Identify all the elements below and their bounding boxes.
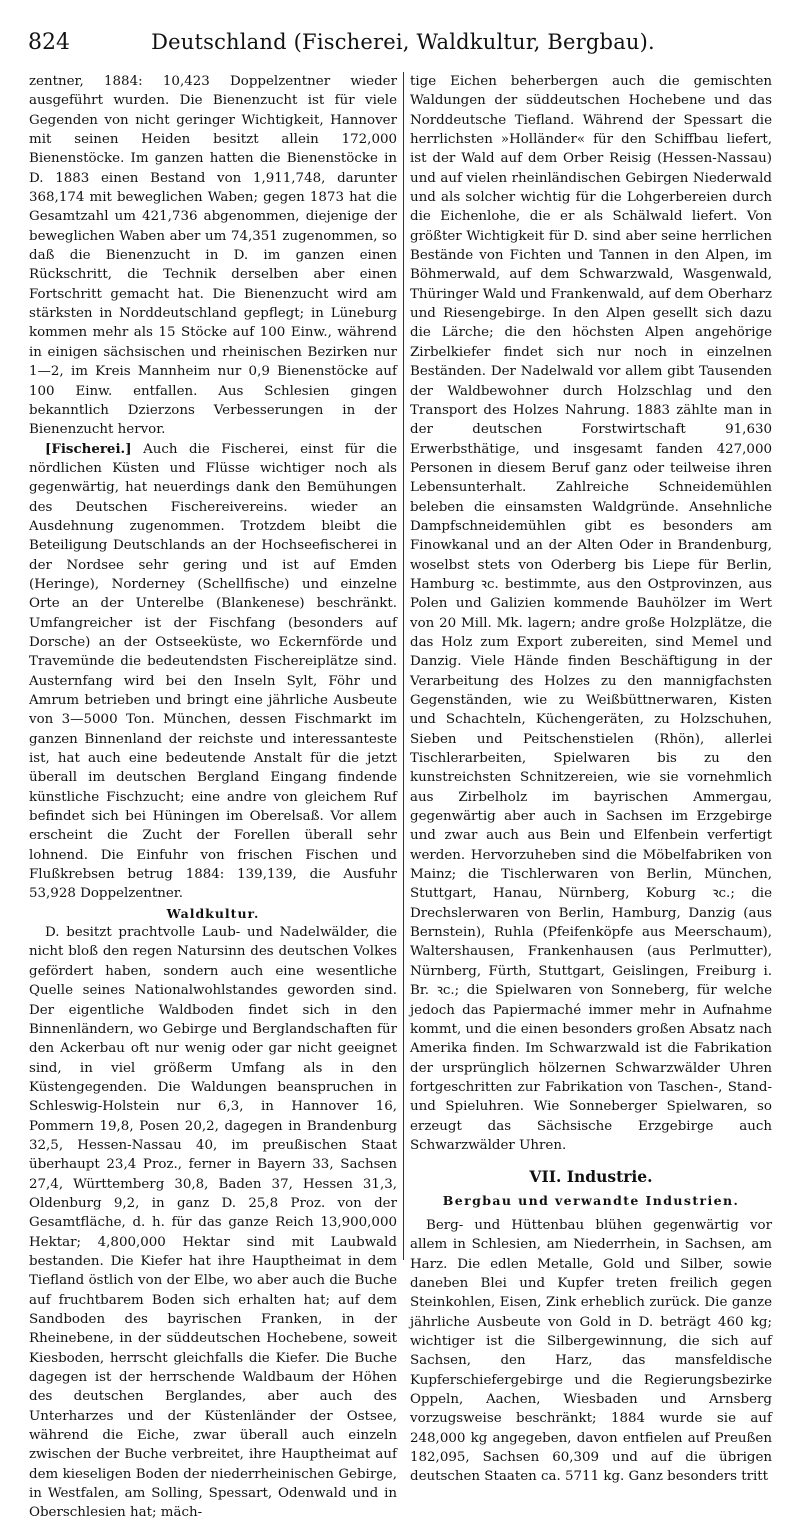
mining-paragraph: Berg- und Hüttenbau blühen gegenwärtig vor allem in Schlesien, am Niederrhein, in Sachsen, am Harz. Die edlen Metalle, Gold und Silber, sowie daneben Blei und Kupfer treten freilich gegen Steinkohlen, Eisen, Zink erheblich zurück. Die ganze jährliche Ausbeute von Gold in D. beträgt 460 kg; wichtiger ist die Silbergewinnung, die sich auf Sachsen, den Harz, das mansfeldische Kupferschiefergebirge und die Regierungsbezirke Oppeln, Aachen, Wiesbaden und Arnsberg vorzugsweise beschränkt; 1884 wurde sie auf 248,000 kg angegeben, davon entfielen auf Preußen 182,095, Sachsen 60,309 und auf die übrigen deutschen Staaten ca. 5711 kg. Ganz besonders tritt xyxy=(410,1217,772,1485)
page-header xyxy=(28,30,778,60)
right-column xyxy=(410,72,772,1485)
page-number: 824 xyxy=(28,30,70,55)
section-subheading: Bergbau und verwandte Industrien. xyxy=(442,1192,740,1208)
running-title: Deutschland (Fischerei, Waldkultur, Bergbau). xyxy=(151,30,655,54)
column-divider xyxy=(403,72,404,1260)
fishery-paragraph xyxy=(29,440,397,904)
section-heading: VII. Industrie. xyxy=(529,1167,653,1187)
forestry-paragraph: D. besitzt prachtvolle Laub- und Nadelwälder, die nicht bloß den regen Natursinn des deutschen Volkes gefördert haben, sondern auch eine wesentliche Quelle seines Nationalwohlstandes geworden sind. Der eigentliche Waldboden findet sich in den Binnenländern, wo Gebirge und Berglandschaften für den Ackerbau oft nur wenig oder gar nicht geeignet sind, in viel größerm Umfang als in den Küstengegenden. Die Waldungen beanspruchen in Schleswig-Holstein nur 6,3, in Hannover 16, Pommern 19,8, Posen 20,2, dagegen in Brandenburg 32,5, Hessen-Nassau 40, im preußischen Staat überhaupt 23,4 Proz., ferner in Bayern 33, Sachsen 27,4, Württemberg 30,8, Baden 37, Hessen 31,3, Oldenburg 9,2, in ganz D. 25,8 Proz. von der Gesamtfläche, d. h. für das ganze Reich 13,900,000 Hektar; 4,800,000 Hektar sind mit Laubwald bestanden. Die Kiefer hat ihre Hauptheimat in dem Tiefland östlich von der Elbe, wo aber auch die Buche auf fruchtbarem Boden sich erhalten hat; auf dem Sandboden des bayrischen Franken, in der Rheinebene, in der süddeutschen Hochebene, soweit Kiesboden, herrscht gleichfalls die Kiefer. Die Buche dagegen ist der herrschende Waldbaum der Höhen des deutschen Berglandes, aber auch des Unterharzes und der Küstenländer der Ostsee, während die Eiche, zwar überall auch einzeln zwischen der Buche verbreitet, ihre Hauptheimat auf dem kieseligen Boden der niederrheinischen Gebirge, in Westfalen, am Solling, Spessart, Odenwald und in Oberschlesien hat; mäch- xyxy=(29,925,397,1521)
fishery-text: Auch die Fischerei, einst für die nördlichen Küsten und Flüsse wichtiger noch als gegenwärtig, hat neuerdings dank den Bemühungen des Deutschen Fischereivereins. wieder an Ausdehnung zugenommen. Trotzdem bleibt die Beteiligung Deutschlands an der Hochseefischerei in der Nordsee sehr gering und ist auf Emden (Heringe), Norderney (Schellfische) und einzelne Orte an der Unterelbe (Blankenese) beschränkt. Umfangreicher ist der Fischfang (besonders auf Dorsche) an der Ostseeküste, wo Eckernförde und Travemünde die bedeutendsten Fischereiplätze sind. Austernfang wird bei den Inseln Sylt, Föhr und Amrum betrieben und bringt eine jährliche Ausbeute von 3—5000 Ton. München, dessen Fischmarkt im ganzen Binnenland der reichste und interessanteste ist, hat auch eine bedeutende Anstalt für die jetzt überall im deutschen Bergland Eingang findende künstliche Fischzucht; eine andre von gleichem Ruf befindet sich bei Hüningen im Oberelsaß. Vor allem erscheint die Zucht der Forellen überall sehr lohnend. Die Einfuhr von frischen Fischen und Flußkrebsen betrug 1884: 139,139, die Ausfuhr 53,928 Doppelzentner. xyxy=(29,441,397,902)
left-column xyxy=(29,72,397,1521)
forestry-subheading: Waldkultur. xyxy=(166,905,260,921)
bee-paragraph: zentner, 1884: 10,423 Doppelzentner wieder ausgeführt wurden. Die Bienenzucht ist für viele Gegenden von nicht geringer Wichtigkeit, Hannover mit seinen Heiden besitzt allein 172,000 Bienenstöcke. Im ganzen hatten die Bienenstöcke in D. 1883 einen Bestand von 1,911,748, darunter 368,174 mit beweglichen Waben; gegen 1873 hat die Gesamtzahl um 421,736 abgenommen, diejenige der beweglichen Waben aber um 74,351 zugenommen, so daß die Bienenzucht in D. im ganzen einen Rückschritt, die Technik derselben aber einen Fortschritt gemacht hat. Die Bienenzucht wird am stärksten in Norddeutschland gepflegt; in Lüneburg kommen mehr als 15 Stöcke auf 100 Einw., während in einigen sächsischen und rheinischen Bezirken nur 1—2, im Kreis Mannheim nur 0,9 Bienenstöcke auf 100 Einw. entfallen. Aus Schlesien gingen bekanntlich Dzierzons Verbesserungen in der Bienenzucht hervor. xyxy=(29,74,397,438)
fishery-label: [Fischerei.] xyxy=(45,440,132,457)
forestry-continued-paragraph: tige Eichen beherbergen auch die gemischten Waldungen der süddeutschen Hochebene und das Norddeutsche Tiefland. Während der Spessart die herrlichsten »Holländer« für den Schiffbau liefert, ist der Wald auf dem Orber Reisig (Hessen-Nassau) und auf vielen rheinländischen Gebirgen Niederwald und als solcher wichtig für die Lohgerbereien durch die Eichenlohe, die er als Schälwald liefert. Von größter Wichtigkeit für D. sind aber seine herrlichen Bestände von Fichten und Tannen in den Alpen, im Böhmerwald, auf dem Schwarzwald, Wasgenwald, Thüringer Wald und Frankenwald, auf dem Oberharz und Riesengebirge. In den Alpen gesellt sich dazu die Lärche; die den höchsten Alpen angehörige Zirbelkiefer findet sich nur noch in einzelnen Beständen. Der Nadelwald vor allem gibt Tausenden der Waldbewohner durch Holzschlag und den Transport des Holzes Nahrung. 1883 zählte man in der deutschen Forstwirtschaft 91,630 Erwerbsthätige, und insgesamt fanden 427,000 Personen in diesem Beruf ganz oder teilweise ihren Lebensunterhalt. Zahlreiche Schneidemühlen beleben die einsamsten Waldgründe. Ansehnliche Dampfschneidemühlen gibt es besonders am Finowkanal und an der Alten Oder in Brandenburg, woselbst stets von Oderberg bis Liepe für Berlin, Hamburg ꝛc. bestimmte, aus den Ostprovinzen, aus Polen und Galizien kommende Bauhölzer im Wert von 20 Mill. Mk. lagern; andre große Holzplätze, die das Holz zum Export zubereiten, sind Memel und Danzig. Viele Hände finden Beschäftigung in der Verarbeitung des Holzes zu den mannigfachsten Gegenständen, wie zu Weißbüttnerwaren, Kisten und Schachteln, Küchengeräten, zu Holzschuhen, Sieben und Peitschenstielen (Rhön), allerlei Tischlerarbeiten, Spielwaren bis zu den kunstreichsten Schnitzereien, wie sie vornehmlich aus Zirbelholz im bayrischen Ammergau, gegenwärtig aber auch in Sachsen im Erzgebirge und zwar auch aus Bein und Elfenbein verfertigt werden. Hervorzuheben sind die Möbelfabriken von Mainz; die Tischlerwaren von Berlin, München, Stuttgart, Hanau, Nürnberg, Koburg ꝛc.; die Drechslerwaren von Berlin, Hamburg, Danzig (aus Bernstein), Ruhla (Pfeifenköpfe aus Meerschaum), Waltershausen, Frankenhausen (aus Perlmutter), Nürnberg, Fürth, Stuttgart, Geislingen, Freiburg i. Br. ꝛc.; die Spielwaren von Sonneberg, für welche jedoch das Papiermaché immer mehr in Aufnahme kommt, und die einen besonders großen Absatz nach Amerika finden. Im Schwarzwald ist die Fabrikation der ursprünglich hölzernen Schwarzwälder Uhren fortgeschritten zur Fabrikation von Taschen-, Stand- und Spieluhren. Wie Sonneberger Spielwaren, so erzeugt das Sächsische Erzgebirge auch Schwarzwälder Uhren. xyxy=(410,74,772,1153)
